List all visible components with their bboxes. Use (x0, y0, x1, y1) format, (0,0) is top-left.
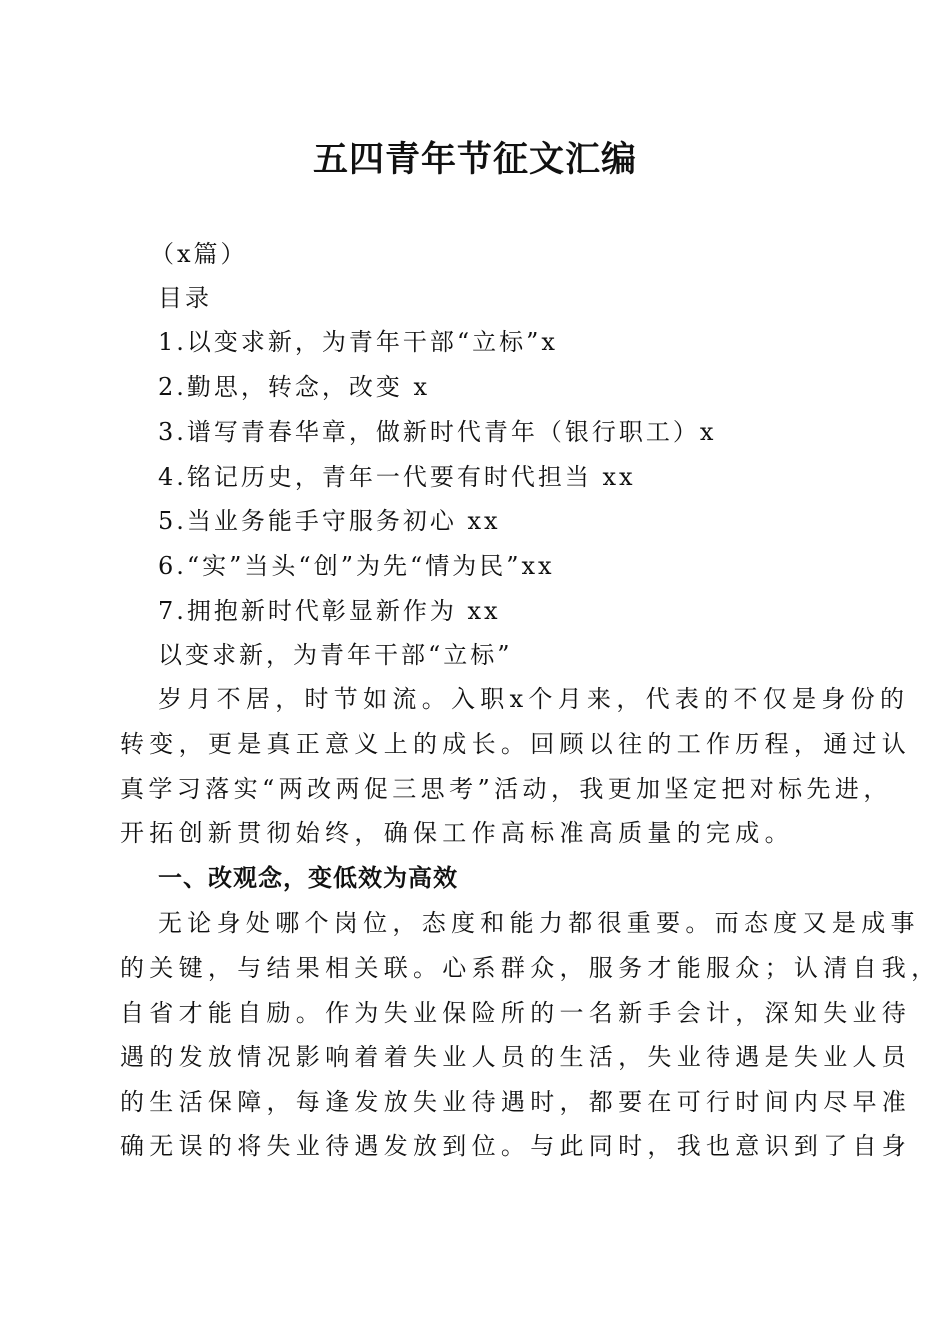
paragraph-line: 遇的发放情况影响着着失业人员的生活，失业待遇是失业人员 (120, 1043, 912, 1071)
paragraph-line: 自省才能自励。作为失业保险所的一名新手会计，深知失业待 (120, 999, 912, 1027)
toc-item: 4.铭记历史，青年一代要有时代担当 xx (158, 463, 636, 491)
document-title: 五四青年节征文汇编 (312, 139, 637, 180)
count-note: （x篇） (150, 240, 248, 268)
article-title: 以变求新，为青年干部“立标” (158, 641, 513, 669)
toc-item: 3.谱写青春华章，做新时代青年（银行职工）x (158, 418, 717, 446)
paragraph-line: 的关键，与结果相关联。心系群众，服务才能服众；认清自我， (120, 954, 941, 982)
section-heading: 一、改观念，变低效为高效 (158, 864, 458, 892)
paragraph-line: 的生活保障，每逢发放失业待遇时，都要在可行时间内尽早准 (120, 1088, 912, 1116)
toc-heading: 目录 (158, 284, 212, 312)
paragraph-line: 岁月不居，时节如流。入职x个月来，代表的不仅是身份的 (158, 685, 910, 713)
toc-item: 5.当业务能手守服务初心 xx (158, 507, 501, 535)
toc-item: 1.以变求新，为青年干部“立标”x (158, 328, 558, 356)
paragraph-line: 无论身处哪个岗位，态度和能力都很重要。而态度又是成事 (158, 909, 920, 937)
paragraph-line: 确无误的将失业待遇发放到位。与此同时，我也意识到了自身 (120, 1132, 912, 1160)
toc-item: 6.“实”当头“创”为先“情为民”xx (158, 552, 555, 580)
toc-item: 7.拥抱新时代彰显新作为 xx (158, 597, 501, 625)
paragraph-line: 转变，更是真正意义上的成长。回顾以往的工作历程，通过认 (120, 730, 912, 758)
toc-item: 2.勤思，转念，改变 x (158, 373, 431, 401)
paragraph-line: 开拓创新贯彻始终，确保工作高标准高质量的完成。 (120, 819, 794, 847)
paragraph-line: 真学习落实“两改两促三思考”活动，我更加坚定把对标先进， (120, 775, 892, 803)
